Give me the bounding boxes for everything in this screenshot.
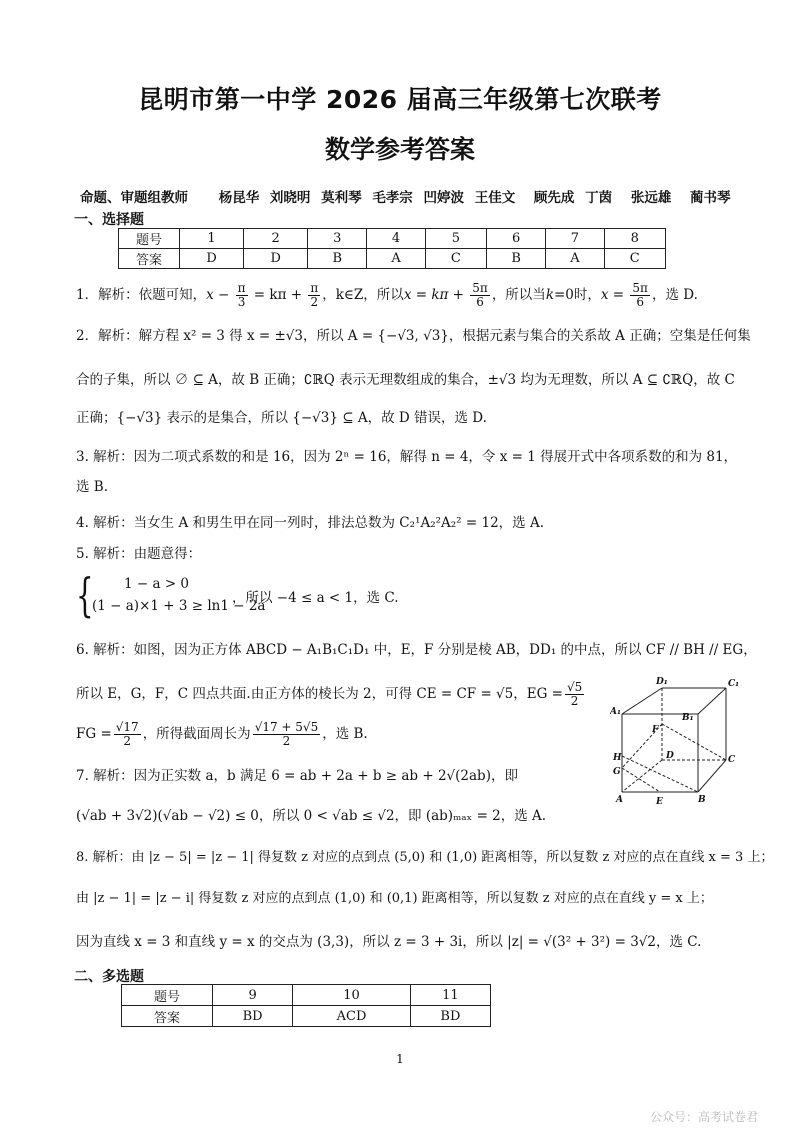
section-title-single-choice: 一、选择题 (74, 212, 144, 228)
watermark: 公众号：高考试卷君 (650, 1110, 759, 1124)
fraction (308, 282, 320, 309)
table-cell: C (425, 249, 486, 269)
table-cell: ACD (293, 1006, 411, 1027)
label-F: F (652, 725, 659, 735)
solution-6-line-1: 6. 解析：如图，因为正方体 ABCD − A₁B₁C₁D₁ 中，E，F 分别是棱 AB，DD₁ 的中点，所以 CF // BH // EG， (76, 642, 757, 658)
teacher-name: 顾先成 (533, 190, 575, 206)
label-A: A (616, 795, 623, 805)
math-expr: x = (600, 287, 629, 303)
table-cell: A (546, 249, 604, 269)
table-cell: BD (410, 1006, 490, 1027)
solution-text: ，所得截面周长为 (142, 726, 251, 742)
table-cell: B (487, 249, 546, 269)
label-D: D (666, 751, 674, 761)
table-cell: D (180, 249, 244, 269)
teacher-name: 莫利琴 (321, 190, 362, 206)
page-subtitle: 数学参考答案 (324, 135, 475, 164)
solution-text: ，选 D. (651, 287, 698, 303)
teacher-name: 杨昆华 (218, 190, 260, 206)
table-cell: 8 (604, 229, 665, 249)
answer-table-single (118, 228, 666, 269)
teacher-list (80, 186, 780, 206)
table-cell: 4 (367, 229, 425, 249)
math-op: = kπ + (249, 287, 307, 303)
table-cell: A (367, 249, 425, 269)
solution-text: 1．解析：依题可知， (76, 287, 207, 303)
solution-6-line-3 (76, 721, 368, 748)
numerator: π (310, 281, 319, 295)
table-row (122, 985, 491, 1006)
numerator: 5π (472, 281, 488, 295)
teacher-label: 命题、审题组教师 (80, 190, 188, 206)
label-G: G (613, 767, 621, 777)
teacher-name: 毛孝宗 (372, 190, 413, 206)
denominator: 6 (636, 295, 644, 309)
math-var: x (206, 287, 214, 303)
numerator: √17 (115, 720, 139, 734)
denominator: 2 (282, 734, 291, 748)
solution-7-line-2: (√ab + 3√2)(√ab − √2) ≤ 0，所以 0 < √ab ≤ √2，即 (ab)ₘₐₓ = 2，选 A. (76, 808, 547, 824)
solution-8-line-1: 8. 解析：由 |z − 5| = |z − 1| 得复数 z 对应的点到点 (5,0) 和 (1,0) 距离相等，所以复数 z 对应的点在直线 x = 3 上； (76, 850, 774, 865)
table-cell: 9 (213, 985, 293, 1006)
label-C1: C₁ (728, 679, 740, 689)
fraction (630, 282, 650, 309)
answer-table-multi (121, 984, 491, 1027)
teacher-name: 刘晓明 (269, 190, 311, 206)
solution-5-line-1: 5. 解析：由题意得： (76, 546, 202, 562)
teacher-name: 王佳文 (474, 190, 516, 206)
numerator: √5 (566, 680, 583, 694)
label-A1: A₁ (610, 707, 621, 717)
label-H: H (613, 753, 622, 763)
table-cell: 1 (180, 229, 244, 249)
solution-3-line-1: 3. 解析：因为二项式系数的和是 16，因为 2ⁿ = 16，解得 n = 4，令 x = 1 得展开式中各项系数的和为 81， (76, 449, 738, 465)
section-title-multi-choice: 二、多选题 (74, 969, 144, 985)
table-cell: 11 (410, 985, 490, 1006)
teacher-name: 张远雄 (630, 190, 672, 206)
solution-2-line-3: 正确；{−√3} 表示的是集合，所以 {−√3} ⊆ A，故 D 错误，选 D. (76, 410, 487, 426)
math-var: k (545, 287, 554, 303)
solution-text: 所以 E，G，F，C 四点共面.由正方体的棱长为 2，可得 CE = CF = √5，EG = (76, 686, 563, 702)
denominator: 2 (310, 295, 319, 309)
solution-5-result: ，所以 −4 ≤ a < 1，选 C. (232, 590, 399, 606)
numerator: π (237, 281, 246, 295)
denominator: 3 (237, 295, 246, 309)
solution-text: =0时， (554, 287, 601, 303)
fraction (470, 282, 490, 309)
teacher-name: 丁茵 (585, 190, 613, 206)
solution-text: ，k∈Z，所以 (322, 287, 404, 303)
solution-text: ，所以当 (491, 287, 546, 303)
inequality-1: 1 − a > 0 (124, 576, 190, 592)
solution-text: FG = (76, 726, 112, 742)
solution-text: ，选 B. (322, 726, 368, 742)
table-cell: 6 (487, 229, 546, 249)
inequality-2: (1 − a)×1 + 3 ≥ ln1 − 2a (92, 598, 266, 614)
denominator: 2 (570, 694, 579, 708)
label-B1: B₁ (682, 713, 694, 723)
fraction (114, 721, 141, 748)
table-cell: 7 (546, 229, 604, 249)
table-cell: B (308, 249, 367, 269)
fraction (253, 721, 321, 748)
table-row (119, 229, 666, 249)
brace-symbol: { (76, 568, 94, 622)
table-header-cell: 题号 (122, 985, 213, 1006)
solution-2-line-1: 2．解析：解方程 x² = 3 得 x = ±√3，所以 A = {−√3, √3}，根据元素与集合的关系故 A 正确；空集是任何集 (76, 328, 751, 344)
math-op: − (213, 287, 234, 303)
solution-4: 4. 解析：当女生 A 和男生甲在同一列时，排法总数为 C₂¹A₂²A₂² = 12，选 A. (76, 515, 544, 531)
label-E: E (656, 797, 663, 807)
cube-figure (610, 670, 750, 810)
solution-6-line-2 (76, 681, 586, 708)
denominator: 6 (476, 295, 484, 309)
table-header-cell: 题号 (119, 229, 180, 249)
denominator: 2 (123, 734, 132, 748)
label-D1: D₁ (656, 677, 668, 687)
label-C: C (728, 755, 736, 765)
page-number: 1 (396, 1052, 404, 1066)
teacher-name: 蔺书琴 (690, 190, 731, 206)
solution-2-line-2: 合的子集，所以 ∅ ⊆ A，故 B 正确；∁ℝQ 表示无理数组成的集合，±√3 均为无理数，所以 A ⊆ ∁ℝQ，故 C (76, 372, 735, 388)
table-cell: D (244, 249, 308, 269)
solution-1 (76, 282, 698, 309)
numerator: √17 + 5√5 (254, 720, 319, 734)
label-B: B (698, 795, 706, 805)
table-header-cell: 答案 (122, 1006, 213, 1027)
fraction (236, 282, 248, 309)
table-cell: C (604, 249, 665, 269)
solution-8-line-2: 由 |z − 1| = |z − i| 得复数 z 对应的点到点 (1,0) 和 (0,1) 距离相等，所以复数 z 对应的点在直线 y = x 上； (76, 891, 713, 906)
table-cell: 3 (308, 229, 367, 249)
numerator: 5π (632, 281, 648, 295)
teacher-name: 凹婷波 (423, 190, 465, 206)
table-cell: 5 (425, 229, 486, 249)
solution-7-line-1: 7. 解析：因为正实数 a，b 满足 6 = ab + 2a + b ≥ ab + 2√(2ab)，即 (76, 768, 518, 784)
table-row (119, 249, 666, 269)
table-header-cell: 答案 (119, 249, 180, 269)
fraction (565, 681, 584, 708)
solution-8-line-3: 因为直线 x = 3 和直线 y = x 的交点为 (3,3)，所以 z = 3 + 3i，所以 |z| = √(3² + 3²) = 3√2，选 C. (76, 934, 702, 950)
table-cell: 10 (293, 985, 411, 1006)
math-expr: x = kπ + (403, 287, 469, 303)
solution-3-line-2: 选 B. (76, 479, 109, 495)
table-cell: 2 (244, 229, 308, 249)
table-row (122, 1006, 491, 1027)
page-title: 昆明市第一中学 2026 届高三年级第七次联考 (138, 85, 662, 114)
table-cell: BD (213, 1006, 293, 1027)
